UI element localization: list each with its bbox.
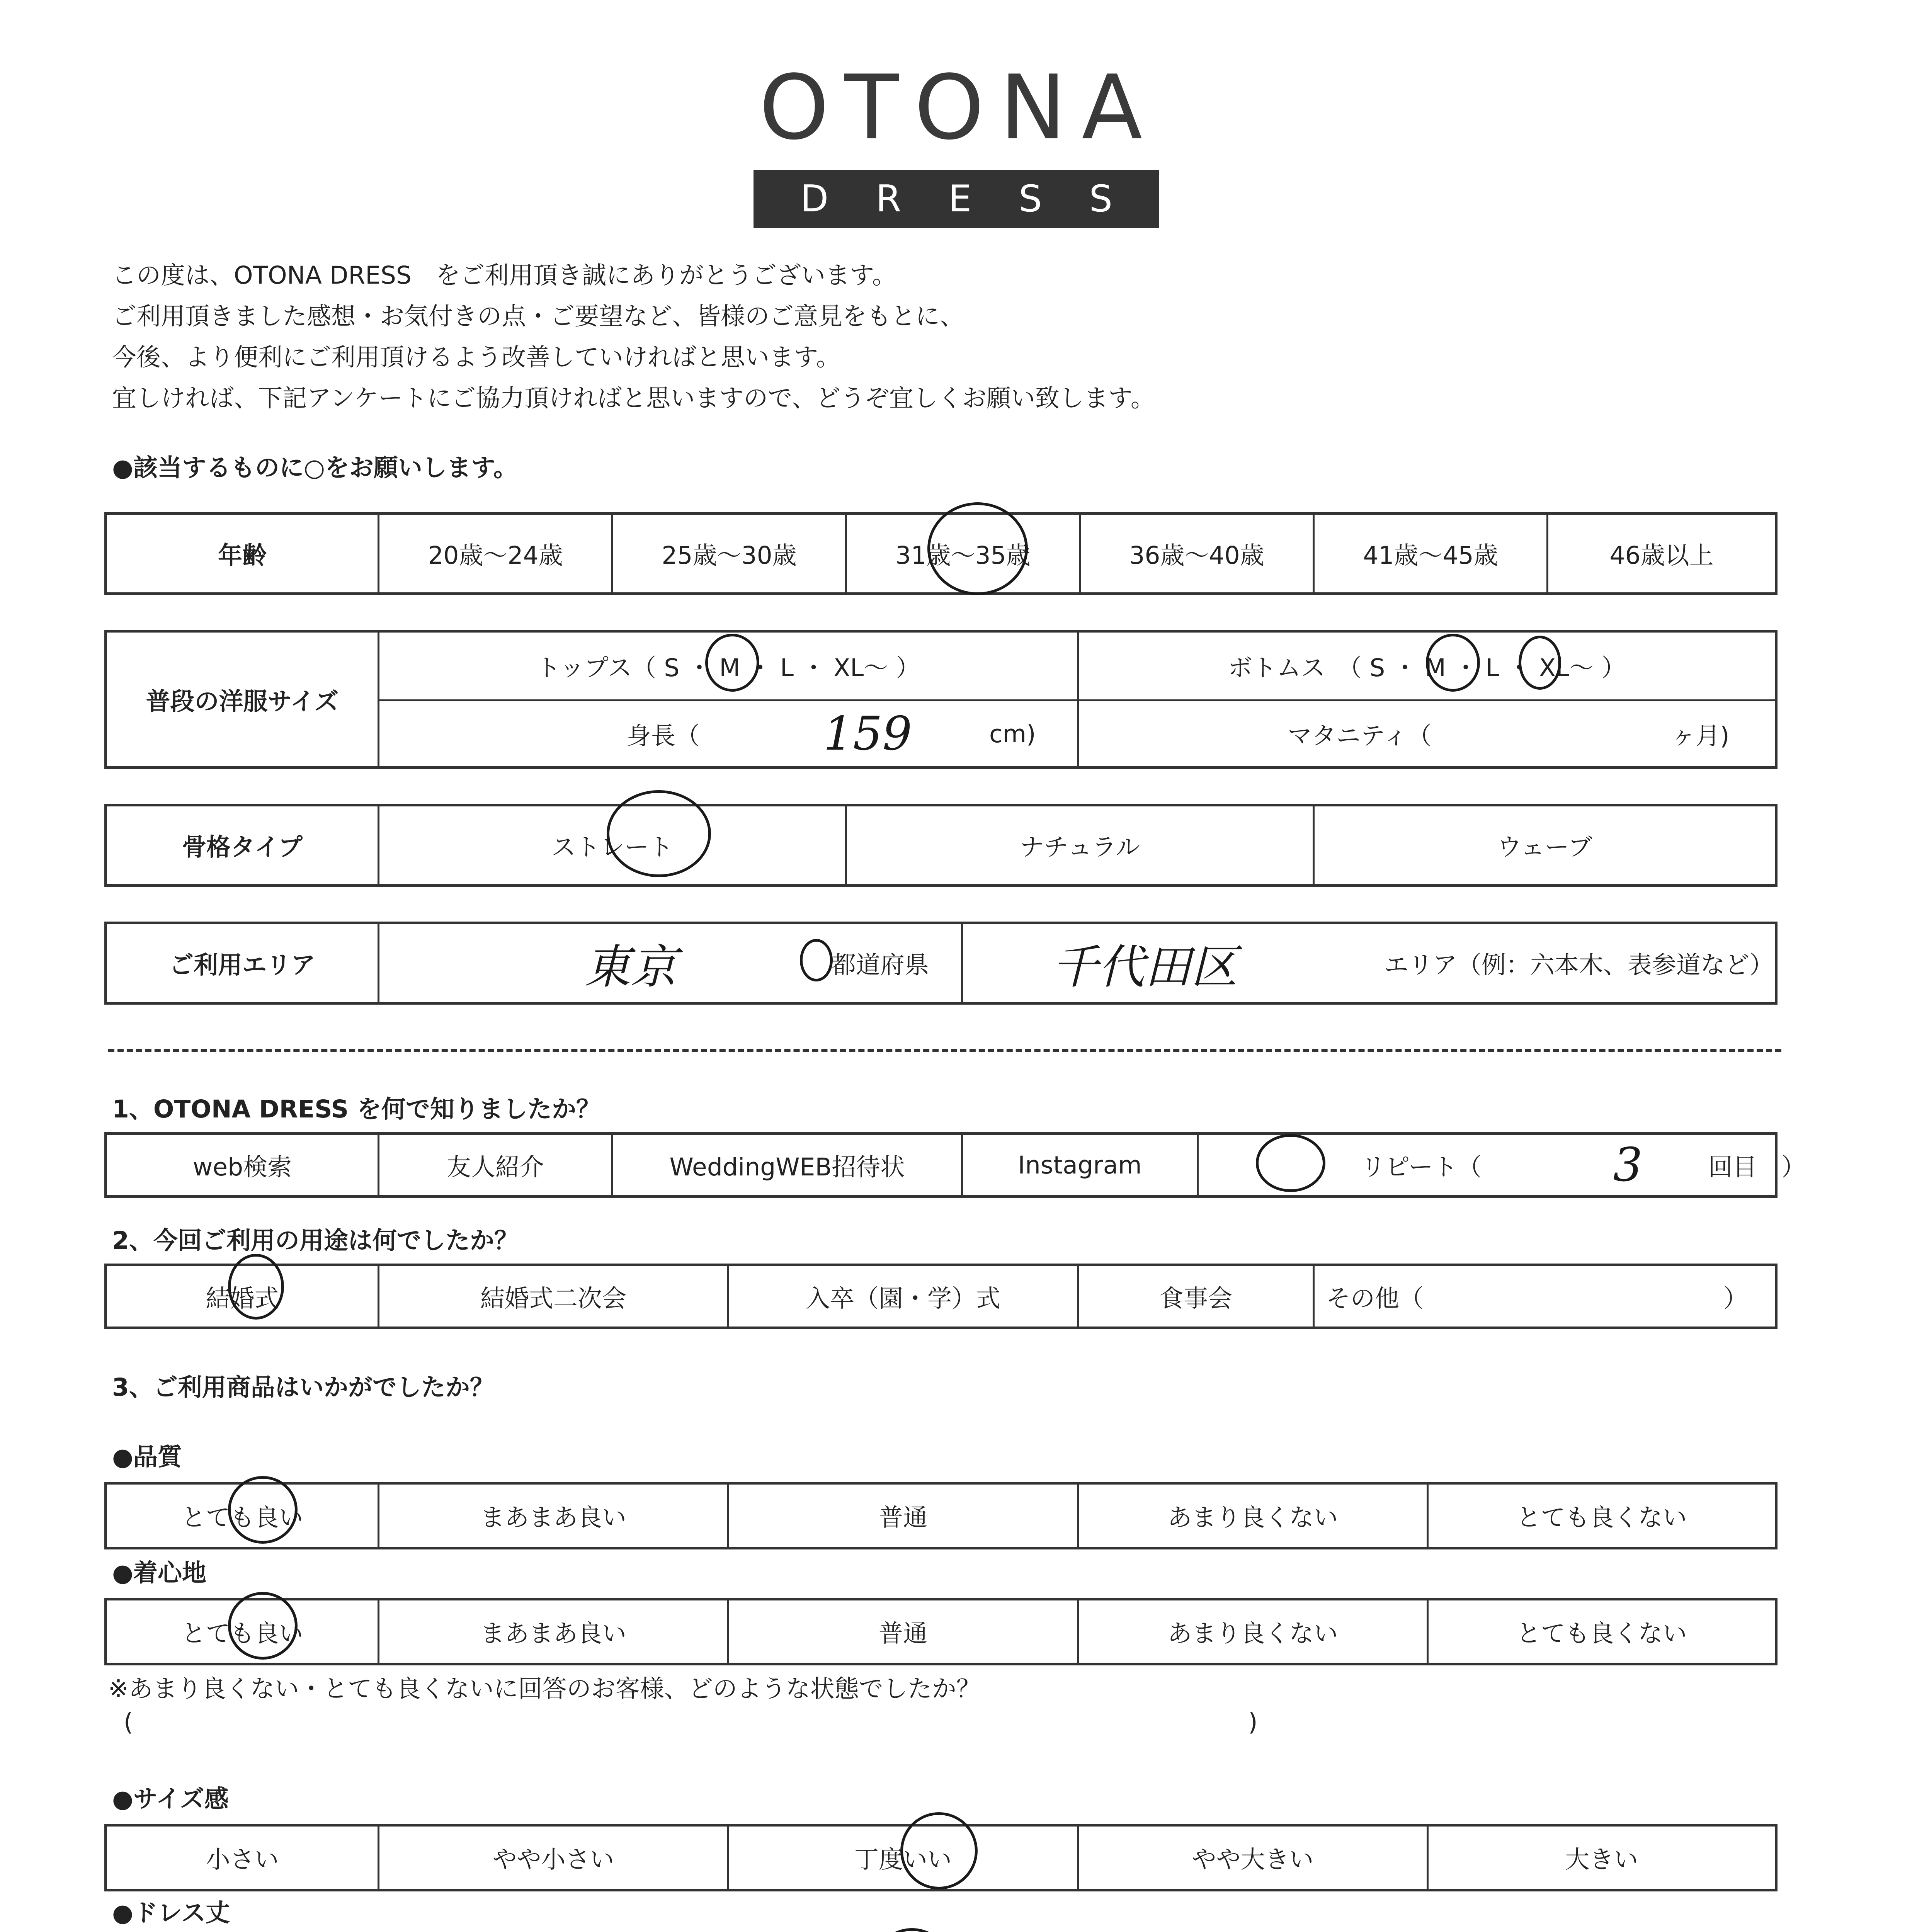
- comfort-table: [104, 1598, 1778, 1665]
- comfort-option[interactable]: まあまあ良い: [378, 1600, 727, 1663]
- height-value: 159: [823, 707, 912, 761]
- selection-circle: [705, 634, 759, 692]
- maternity-label: マタニティ（: [1288, 721, 1432, 750]
- logo-letter: E: [948, 178, 972, 220]
- height-unit: cm): [989, 719, 1036, 748]
- prefecture-value: 東京: [584, 940, 677, 994]
- comfort-note: ※あまり良くない・とても良くないに回答のお客様、どのような状態でしたか？: [108, 1675, 981, 1703]
- selection-circle: [1256, 1134, 1325, 1192]
- comfort-option[interactable]: あまり良くない: [1077, 1600, 1427, 1663]
- size-label: 普段の洋服サイズ: [146, 687, 339, 716]
- fit-option[interactable]: 大きい: [1427, 1827, 1775, 1889]
- selection-circle: [900, 1812, 978, 1889]
- q3-title: 3、ご利用商品はいかがでしたか？: [112, 1373, 494, 1401]
- intro-text: [112, 255, 1812, 419]
- selection-circle: [228, 1254, 284, 1320]
- age-option[interactable]: 46歳以上: [1546, 515, 1775, 592]
- frame-option[interactable]: ストレート: [378, 806, 845, 884]
- q2-other-field[interactable]: [1313, 1266, 1775, 1327]
- fit-option[interactable]: やや大きい: [1077, 1827, 1427, 1889]
- maternity-field[interactable]: [1077, 699, 1775, 766]
- frame-option[interactable]: ナチュラル: [845, 806, 1313, 884]
- repeat-unit: 回目 ）: [1708, 1153, 1806, 1181]
- intro-line: 宜しければ、下記アンケートにご協力頂ければと思いますので、どうぞ宜しくお願い致します。: [112, 384, 1155, 412]
- frame-label: 骨格タイプ: [182, 833, 303, 861]
- comfort-option[interactable]: 普通: [727, 1600, 1077, 1663]
- age-option[interactable]: 36歳～40歳: [1079, 515, 1313, 592]
- selection-circle: [228, 1476, 298, 1544]
- quality-option[interactable]: まあまあ良い: [378, 1485, 727, 1547]
- age-label: 年齢: [218, 541, 267, 570]
- prefecture-field[interactable]: [378, 924, 961, 1002]
- repeat-label: リピート（: [1361, 1153, 1482, 1181]
- height-label: 身長（: [627, 721, 700, 750]
- intro-line: この度は、OTONA DRESS をご利用頂き誠にありがとうございます。: [112, 261, 896, 289]
- q2-option[interactable]: 食事会: [1077, 1266, 1313, 1327]
- section-divider: [108, 1049, 1781, 1052]
- selection-circle: [800, 939, 833, 981]
- quality-label: ●品質: [112, 1443, 182, 1471]
- frame-option[interactable]: ウェーブ: [1313, 806, 1775, 884]
- quality-option[interactable]: とても良い: [181, 1503, 303, 1532]
- age-option[interactable]: 31歳～35歳: [845, 515, 1079, 592]
- logo-dress-bar: [754, 170, 1159, 228]
- logo-letter: S: [1089, 178, 1112, 220]
- selection-circle: [607, 790, 711, 877]
- fit-label: ●サイズ感: [112, 1785, 229, 1813]
- q1-option[interactable]: 友人紹介: [378, 1135, 611, 1195]
- area-value: 千代田区: [1052, 940, 1237, 994]
- q2-title: 2、今回ご利用の用途は何でしたか？: [112, 1226, 519, 1255]
- q1-option[interactable]: WeddingWEB招待状: [611, 1135, 961, 1195]
- logo-title: OTONA: [759, 56, 1158, 160]
- quality-option[interactable]: とても良くない: [1427, 1485, 1775, 1547]
- q2-option[interactable]: 結婚式二次会: [378, 1266, 727, 1327]
- area-field[interactable]: [961, 924, 1775, 1002]
- fit-option[interactable]: やや小さい: [378, 1827, 727, 1889]
- other-close: ）: [1723, 1284, 1748, 1313]
- q2-option[interactable]: 入卒（園・学）式: [727, 1266, 1077, 1327]
- intro-line: ご利用頂きました感想・お気付きの点・ご要望など、皆様のご意見をもとに、: [112, 302, 964, 330]
- length-label: ●ドレス丈: [112, 1899, 230, 1927]
- repeat-count: 3: [1613, 1138, 1643, 1192]
- comfort-option[interactable]: とても良い: [181, 1619, 303, 1648]
- prefecture-label: 都道府県: [832, 951, 929, 979]
- instruction: ●該当するものに○をお願いします。: [112, 454, 518, 482]
- other-label: その他（: [1326, 1284, 1424, 1313]
- area-table: [104, 922, 1778, 1005]
- height-field[interactable]: [378, 699, 1077, 766]
- quality-option[interactable]: あまり良くない: [1077, 1485, 1427, 1547]
- q1-option[interactable]: web検索: [192, 1153, 292, 1181]
- age-option[interactable]: 25歳～30歳: [611, 515, 845, 592]
- area-label: ご利用エリア: [169, 951, 315, 979]
- comfort-label: ●着心地: [112, 1559, 206, 1587]
- quality-table: [104, 1482, 1778, 1549]
- q1-title: 1、OTONA DRESS を何で知りましたか？: [112, 1095, 601, 1123]
- selection-circle: [927, 502, 1028, 595]
- frame-table: [104, 804, 1778, 887]
- selection-circle: [1426, 634, 1480, 692]
- selection-circle: [228, 1592, 298, 1660]
- logo-letter: D: [800, 178, 829, 220]
- age-option[interactable]: 41歳～45歳: [1313, 515, 1546, 592]
- maternity-unit: ヶ月): [1671, 721, 1730, 750]
- tops-size-options[interactable]: トップス（ S ・ M ・ L ・ XL～ ）: [378, 633, 1077, 699]
- logo-letter: S: [1019, 178, 1042, 220]
- comfort-option[interactable]: とても良くない: [1427, 1600, 1775, 1663]
- age-option[interactable]: 20歳～24歳: [378, 515, 611, 592]
- fit-option[interactable]: 丁度いい: [727, 1827, 1077, 1889]
- q2-table: [104, 1264, 1778, 1329]
- area-example-label: エリア（例：六本木、表参道など）: [1384, 951, 1774, 979]
- comfort-answer-open: (: [124, 1708, 133, 1736]
- intro-line: 今後、より便利にご利用頂けるよう改善していければと思います。: [112, 343, 840, 371]
- q1-option[interactable]: Instagram: [961, 1135, 1197, 1195]
- comfort-answer-close: ): [1248, 1708, 1258, 1736]
- bottoms-size-options[interactable]: ボトムス （ S ・ M ・ L ・ XL～ ）: [1077, 633, 1775, 699]
- q1-table: [104, 1132, 1806, 1198]
- q2-option[interactable]: 結婚式: [206, 1284, 279, 1313]
- selection-circle: [1519, 636, 1561, 690]
- selection-circle: [873, 1928, 951, 1932]
- quality-option[interactable]: 普通: [727, 1485, 1077, 1547]
- logo-letter: R: [876, 178, 902, 220]
- fit-option[interactable]: 小さい: [206, 1845, 279, 1874]
